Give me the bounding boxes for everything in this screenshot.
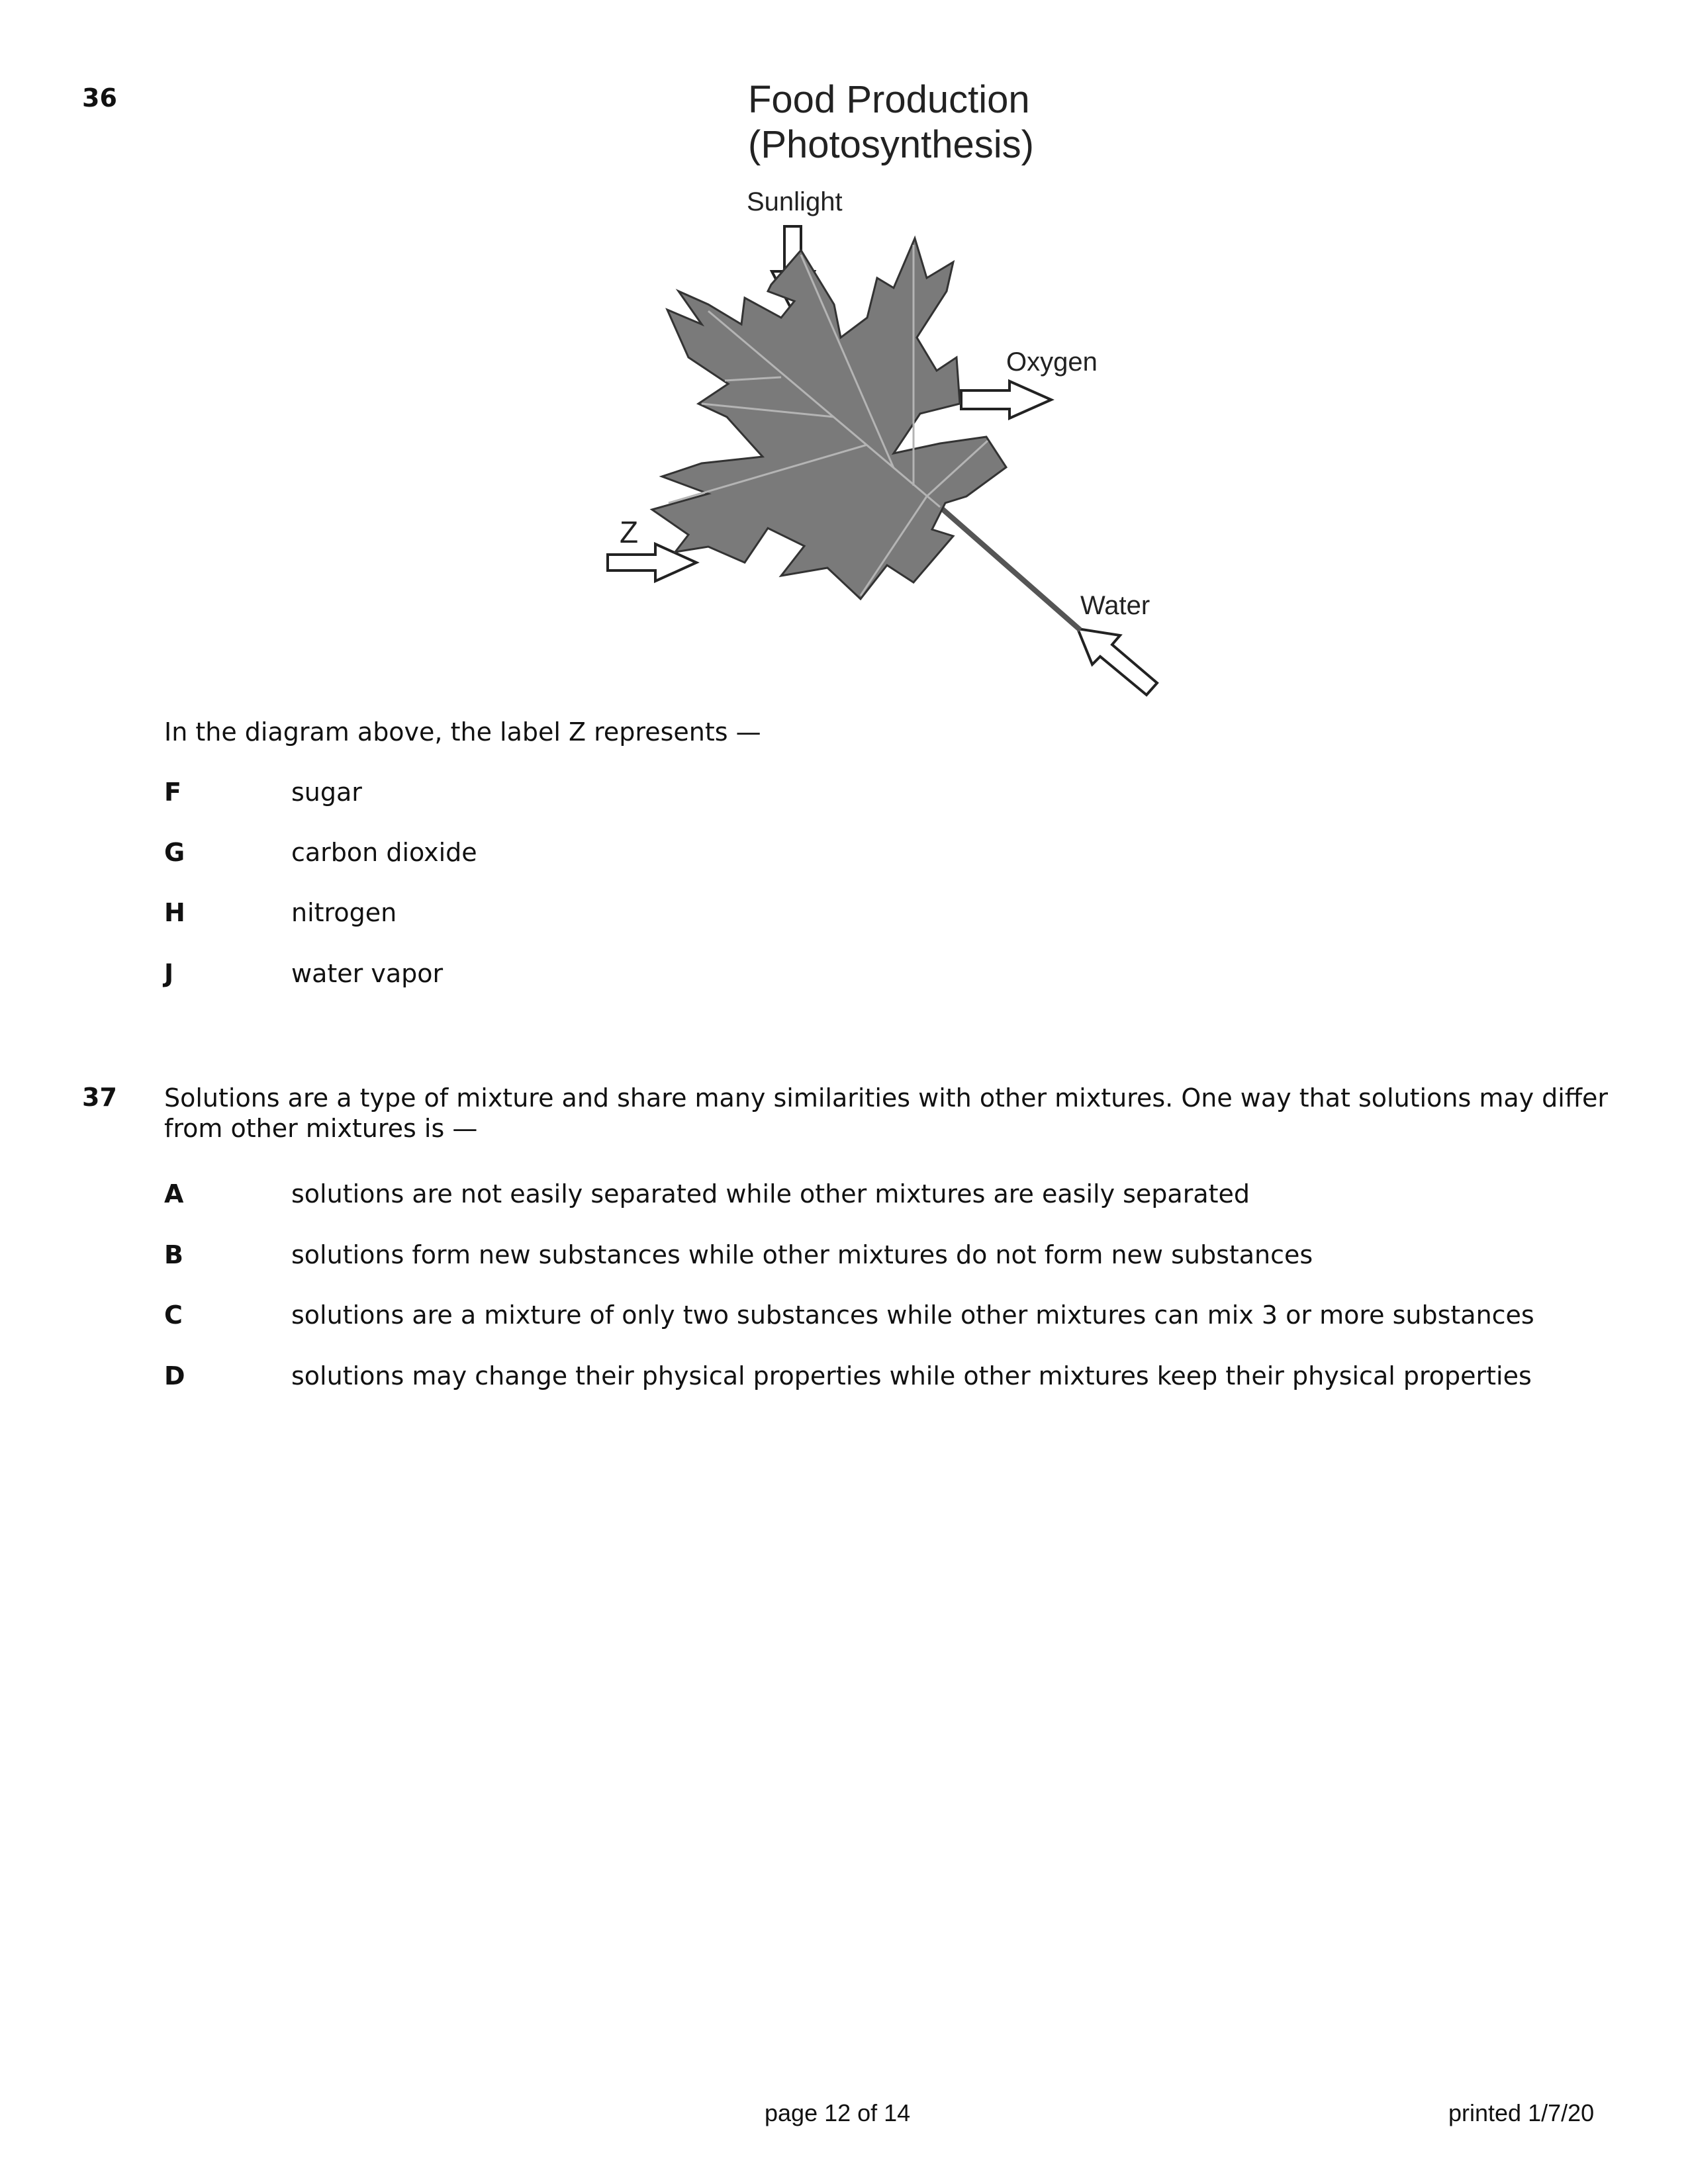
leaf-stem (940, 507, 1080, 630)
diagram-title-line1: Food Production (748, 78, 1030, 121)
choice-text: solutions are a mixture of only two substances while other mixtures can mix 3 or more substances (291, 1300, 1534, 1330)
water-label: Water (1080, 591, 1150, 620)
choice-text: nitrogen (291, 898, 397, 927)
choice-text: solutions may change their physical properties while other mixtures keep their physical properties (291, 1361, 1532, 1390)
choice-text: solutions form new substances while other mixtures do not form new substances (291, 1240, 1313, 1269)
question-number-36: 36 (82, 83, 117, 113)
oxygen-arrow (961, 381, 1051, 418)
choice-letter: H (164, 898, 185, 927)
choice-text: carbon dioxide (291, 838, 477, 867)
question-number-37: 37 (82, 1083, 117, 1112)
question-37-stem: Solutions are a type of mixture and share many similarities with other mixtures. One way that solutions may differ from other mixtures is — (164, 1083, 1609, 1143)
choice-letter: D (164, 1361, 185, 1390)
z-label: Z (620, 515, 639, 549)
question-36-stem: In the diagram above, the label Z represents — (164, 717, 761, 747)
choice-letter: C (164, 1300, 183, 1330)
water-arrow (1078, 629, 1157, 695)
choice-letter: F (164, 778, 181, 807)
choice-text: water vapor (291, 959, 444, 988)
photosynthesis-diagram (583, 73, 1178, 702)
printed-date: printed 1/7/20 (1448, 2099, 1595, 2126)
choice-letter: B (164, 1240, 183, 1269)
oxygen-label: Oxygen (1006, 347, 1098, 377)
choice-letter: J (164, 959, 174, 988)
sunlight-label: Sunlight (747, 187, 843, 216)
page-number: page 12 of 14 (765, 2099, 911, 2126)
choice-letter: G (164, 838, 185, 867)
diagram-title-line2: (Photosynthesis) (748, 123, 1034, 166)
choice-text: sugar (291, 778, 362, 807)
choice-text: solutions are not easily separated while other mixtures are easily separated (291, 1179, 1250, 1208)
leaf-blade (652, 238, 1006, 599)
choice-letter: A (164, 1179, 184, 1208)
leaf-image (652, 238, 1080, 630)
